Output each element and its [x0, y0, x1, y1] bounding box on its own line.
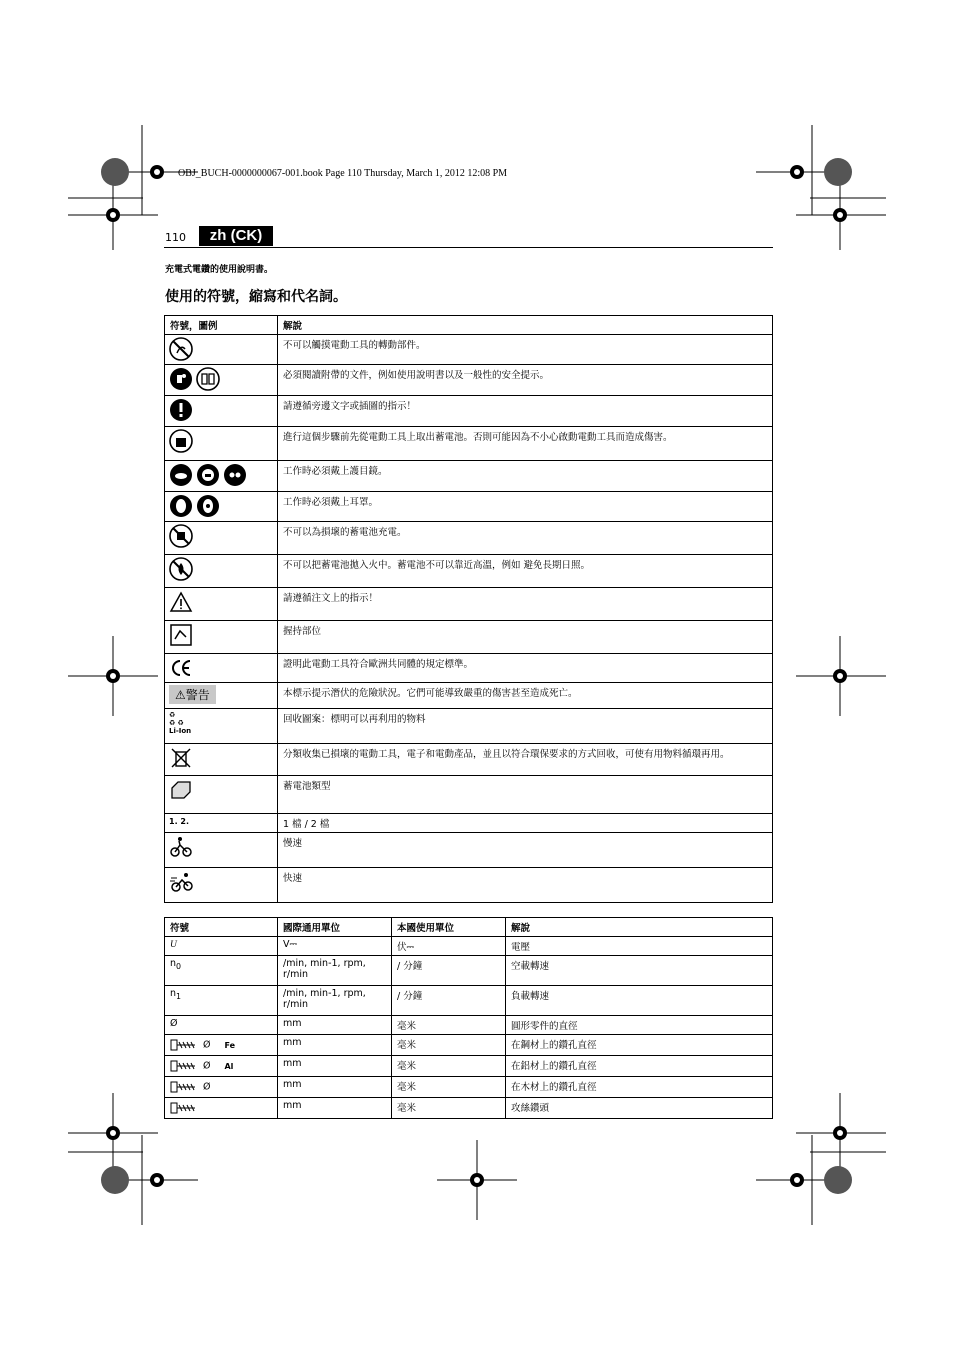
symbol-cell	[165, 683, 278, 709]
unit-symbol: Ø	[203, 1039, 211, 1051]
slow-bicycle-icon	[169, 835, 193, 859]
explanation-cell: 證明此電動工具符合歐洲共同體的規定標準。	[278, 654, 773, 683]
explanation-cell: 不可以觸摸電動工具的轉動部件。	[278, 335, 773, 365]
table-row	[165, 461, 773, 492]
column-header: 解說	[506, 918, 773, 937]
unit-subscript: 1	[176, 991, 182, 1001]
recycling-li-ion-icon: ♻ ♻ ♻ Li-Ion	[169, 711, 192, 735]
column-header: 符號，圖例	[165, 316, 278, 335]
symbol-cell	[165, 492, 278, 522]
desc-cell: 圓形零件的直徑	[506, 1016, 773, 1035]
explanation-cell: 蓄電池類型	[278, 776, 773, 814]
explanation-cell: 快速	[278, 868, 773, 903]
table-row	[165, 522, 773, 555]
table-row	[165, 654, 773, 683]
symbols-table	[164, 315, 773, 903]
desc-cell: 在鋁材上的鑽孔直徑	[506, 1056, 773, 1077]
table-row	[165, 986, 773, 1016]
intl-cell: mm	[278, 1077, 392, 1098]
symbol-cell	[165, 986, 278, 1016]
drill-steel-icon	[170, 1037, 200, 1053]
symbol-cell	[165, 956, 278, 986]
table-row	[165, 683, 773, 709]
warning-badge-icon: ⚠警告	[169, 685, 216, 704]
symbol-cell	[165, 654, 278, 683]
symbol-cell	[165, 868, 278, 903]
table-row	[165, 937, 773, 956]
symbol-cell	[165, 365, 278, 396]
explanation-cell: 本標示提示潛伏的危險狀況。它們可能導致嚴重的傷害甚至造成死亡。	[278, 683, 773, 709]
desc-cell: 在木材上的鑽孔直徑	[506, 1077, 773, 1098]
explanation-cell: 進行這個步驟前先從電動工具上取出蓄電池。否則可能因為不小心啟動電動工具而造成傷害。	[278, 427, 773, 461]
drill-wood-icon	[170, 1079, 200, 1095]
symbol-cell	[165, 833, 278, 868]
face-shield-icon	[196, 463, 220, 487]
local-cell: 伏⎓	[392, 937, 506, 956]
no-touch-rotating-icon	[169, 337, 193, 361]
unit-symbol: Ø	[203, 1081, 211, 1093]
remove-battery-icon	[169, 429, 193, 453]
ear-protection-icon	[169, 494, 193, 518]
intl-cell: /min, min-1, rpm, r/min	[278, 956, 392, 986]
unit-symbol: n	[170, 958, 177, 969]
explanation-cell: 1 檔 / 2 檔	[278, 814, 773, 833]
desc-cell: 攻絲鑽頭	[506, 1098, 773, 1119]
header-rule	[164, 247, 773, 248]
symbol-cell	[165, 522, 278, 555]
table-row	[165, 956, 773, 986]
explanation-cell: 工作時必須戴上護目鏡。	[278, 461, 773, 492]
material-label: Fe	[224, 1040, 236, 1050]
unit-symbol: Ø	[203, 1060, 211, 1072]
grip-area-icon	[169, 623, 193, 647]
language-badge: zh (CK)	[199, 226, 273, 246]
ear-muffs-icon	[196, 494, 220, 518]
symbol-cell	[165, 1035, 278, 1056]
symbol-cell	[165, 937, 278, 956]
intl-cell: /min, min-1, rpm, r/min	[278, 986, 392, 1016]
local-cell: 毫米	[392, 1056, 506, 1077]
symbol-cell	[165, 1016, 278, 1035]
column-header: 符號	[165, 918, 278, 937]
explanation-cell: 慢速	[278, 833, 773, 868]
intl-cell: mm	[278, 1016, 392, 1035]
table-row	[165, 709, 773, 744]
explanation-cell: 不可以為損壞的蓄電池充電。	[278, 522, 773, 555]
read-manual-icon	[169, 367, 193, 391]
battery-pack-icon	[169, 778, 193, 802]
crossed-bin-icon	[169, 746, 193, 770]
desc-cell: 在鋼材上的鑽孔直徑	[506, 1035, 773, 1056]
table-row	[165, 1016, 773, 1035]
book-file-line: OBJ_BUCH-0000000067-001.book Page 110 Thursday, March 1, 2012 12:08 PM	[178, 168, 508, 179]
explanation-cell: 請遵循注文上的指示！	[278, 588, 773, 621]
table-row	[165, 776, 773, 814]
symbol-cell	[165, 776, 278, 814]
page-number: 110	[165, 231, 186, 244]
table-row	[165, 868, 773, 903]
table-row	[165, 555, 773, 588]
table-row	[165, 1098, 773, 1119]
goggles-icon	[169, 463, 193, 487]
explanation-cell: 請遵循旁邊文字或插圖的指示！	[278, 396, 773, 427]
symbol-cell	[165, 1077, 278, 1098]
desc-cell: 負載轉速	[506, 986, 773, 1016]
gear-1-2-icon: 1. 2.	[169, 817, 189, 826]
symbol-cell	[165, 709, 278, 744]
table-row	[165, 1077, 773, 1098]
table-header-row	[165, 918, 773, 937]
column-header: 解說	[278, 316, 773, 335]
symbol-cell	[165, 461, 278, 492]
exclamation-icon	[169, 398, 193, 422]
symbol-cell	[165, 744, 278, 776]
symbol-cell	[165, 1056, 278, 1077]
desc-cell: 電壓	[506, 937, 773, 956]
table-row	[165, 365, 773, 396]
table-row	[165, 396, 773, 427]
drill-aluminum-icon	[170, 1058, 200, 1074]
table-row	[165, 492, 773, 522]
warning-triangle-icon	[169, 590, 193, 614]
table-row	[165, 833, 773, 868]
local-cell: / 分鐘	[392, 986, 506, 1016]
table-header-row	[165, 316, 773, 335]
local-cell: 毫米	[392, 1035, 506, 1056]
local-cell: 毫米	[392, 1077, 506, 1098]
symbol-cell	[165, 427, 278, 461]
explanation-cell: 握持部位	[278, 621, 773, 654]
table-row	[165, 1056, 773, 1077]
local-cell: 毫米	[392, 1098, 506, 1119]
book-icon	[196, 367, 220, 391]
intl-cell: mm	[278, 1056, 392, 1077]
column-header: 國際通用單位	[278, 918, 392, 937]
intl-cell: mm	[278, 1098, 392, 1119]
unit-subscript: 0	[176, 961, 182, 971]
fast-bicycle-icon	[169, 870, 193, 894]
document-subtitle: 充電式電鑽的使用說明書。	[165, 265, 274, 275]
explanation-cell: 不可以把蓄電池拋入火中。蓄電池不可以靠近高溫，例如 避免長期日照。	[278, 555, 773, 588]
desc-cell: 空載轉速	[506, 956, 773, 986]
units-table	[164, 917, 773, 1119]
explanation-cell: 分類收集已損壞的電動工具，電子和電動產品，並且以符合環保要求的方式回收，可使有用物料循環再用。	[278, 744, 773, 776]
no-fire-battery-icon	[169, 557, 193, 581]
material-label: Al	[224, 1061, 234, 1071]
explanation-cell: 回收圖案：標明可以再利用的物料	[278, 709, 773, 744]
table-row	[165, 744, 773, 776]
symbol-cell	[165, 621, 278, 654]
symbol-cell	[165, 335, 278, 365]
intl-cell: V⎓	[278, 937, 392, 956]
local-cell: 毫米	[392, 1016, 506, 1035]
unit-symbol: U	[170, 940, 177, 950]
symbol-cell	[165, 588, 278, 621]
ce-mark-icon	[169, 656, 193, 680]
table-row	[165, 621, 773, 654]
symbol-cell	[165, 814, 278, 833]
table-row	[165, 335, 773, 365]
unit-symbol: n	[170, 988, 177, 999]
table-row	[165, 814, 773, 833]
tap-icon	[170, 1100, 200, 1116]
local-cell: / 分鐘	[392, 956, 506, 986]
column-header: 本國使用單位	[392, 918, 506, 937]
table-row	[165, 1035, 773, 1056]
intl-cell: mm	[278, 1035, 392, 1056]
table-row	[165, 588, 773, 621]
explanation-cell: 工作時必須戴上耳罩。	[278, 492, 773, 522]
symbol-cell	[165, 555, 278, 588]
safety-glasses-icon	[223, 463, 247, 487]
section-title: 使用的符號，縮寫和代名詞。	[165, 289, 347, 305]
symbol-cell	[165, 396, 278, 427]
unit-symbol: Ø	[170, 1018, 178, 1029]
table-row	[165, 427, 773, 461]
no-charge-damaged-battery-icon	[169, 524, 193, 548]
explanation-cell: 必須閱讀附帶的文件，例如使用說明書以及一般性的安全提示。	[278, 365, 773, 396]
symbol-cell	[165, 1098, 278, 1119]
